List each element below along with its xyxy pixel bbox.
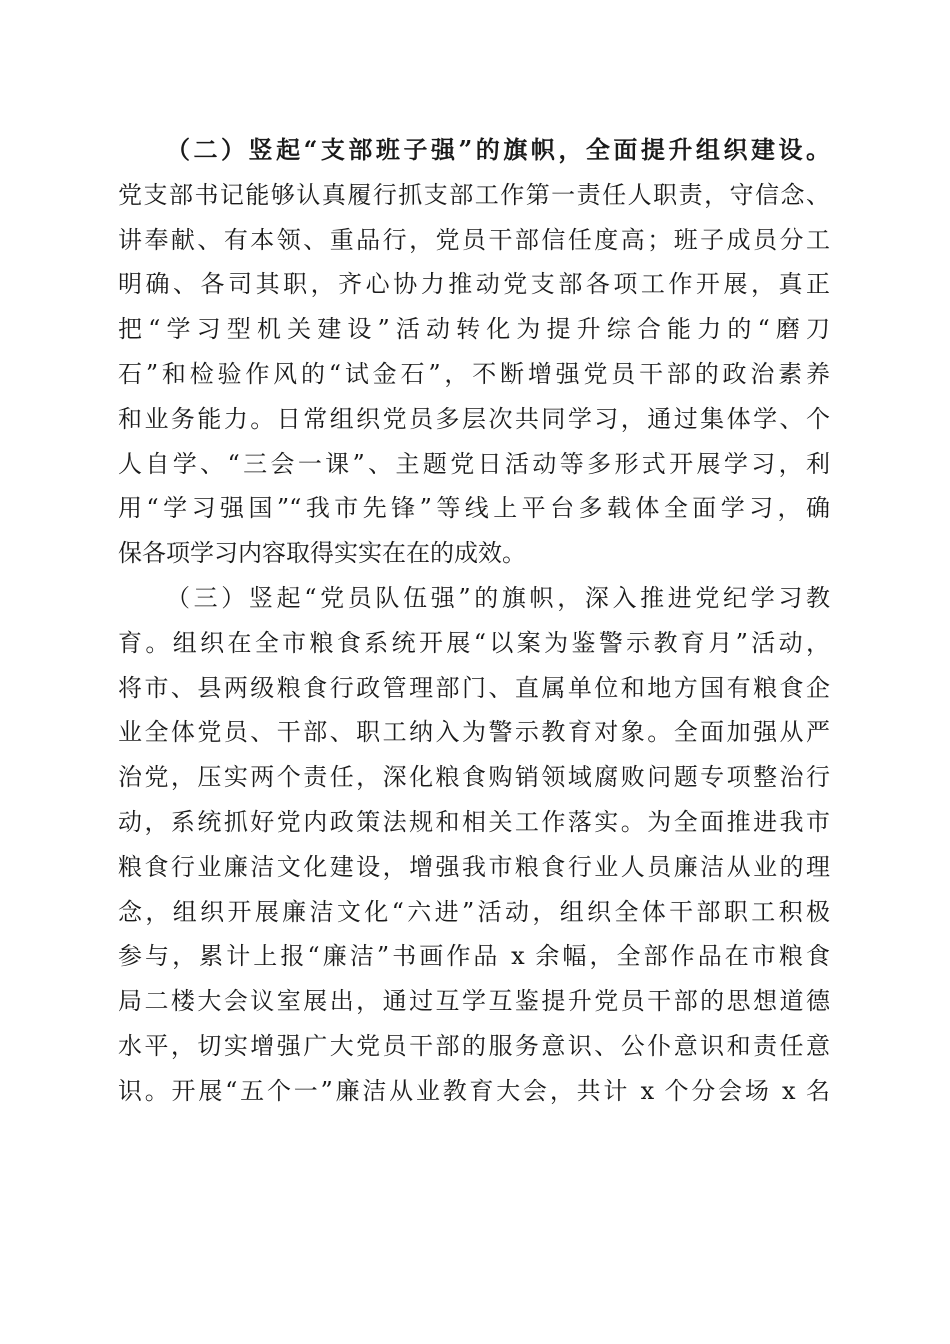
section-3-paragraph — [118, 576, 830, 1114]
section-3-line: 粮食行业廉洁文化建设，增强我市粮食行业人员廉洁从业的理 — [118, 852, 830, 881]
section-2-line: 把“学习型机关建设”活动转化为提升综合能力的“磨刀 — [118, 315, 830, 344]
section-3-line: 局二楼大会议室展出，通过互学互鉴提升党员干部的思想道德 — [118, 987, 830, 1016]
section-3-line: 水平，切实增强广大党员干部的服务意识、公仆意识和责任意 — [118, 1031, 830, 1060]
section-3-line: 参与，累计上报“廉洁”书画作品 x 余幅，全部作品在市粮食 — [118, 942, 830, 971]
section-2-heading: （二）竖起“支部班子强”的旗帜，全面提升组织建设。 — [166, 135, 830, 164]
section-3-line: 治党，压实两个责任，深化粮食购销领域腐败问题专项整治行 — [118, 763, 830, 792]
section-3-line: 念，组织开展廉洁文化“六进”活动，组织全体干部职工积极 — [118, 897, 830, 926]
section-2-line: 和业务能力。日常组织党员多层次共同学习，通过集体学、个 — [118, 404, 830, 433]
section-2-line: 人自学、“三会一课”、主题党日活动等多形式开展学习，利 — [118, 449, 830, 478]
section-3-line: 业全体党员、干部、职工纳入为警示教育对象。全面加强从严 — [118, 718, 830, 747]
section-3-line: 育。组织在全市粮食系统开展“以案为鉴警示教育月”活动， — [118, 628, 830, 657]
section-2-paragraph — [118, 128, 830, 576]
section-2-line: 用“学习强国”“我市先锋”等线上平台多载体全面学习，确 — [118, 494, 830, 523]
section-3-line: 将市、县两级粮食行政管理部门、直属单位和地方国有粮食企 — [118, 673, 830, 702]
section-2-line: 讲奉献、有本领、重品行，党员干部信任度高；班子成员分工 — [118, 225, 830, 254]
section-2-line: 党支部书记能够认真履行抓支部工作第一责任人职责，守信念、 — [118, 180, 830, 209]
section-2-line: 明确、各司其职，齐心协力推动党支部各项工作开展，真正 — [118, 270, 830, 299]
section-3-heading: （三）竖起“党员队伍强”的旗帜，深入推进党纪学习教 — [166, 584, 830, 612]
section-3-line: 动，系统抓好党内政策法规和相关工作落实。为全面推进我市 — [118, 807, 830, 836]
section-2-line: 石”和检验作风的“试金石”，不断增强党员干部的政治素养 — [118, 359, 830, 388]
section-2-line: 保各项学习内容取得实实在在的成效。 — [118, 539, 526, 568]
section-3-line: 识。开展“五个一”廉洁从业教育大会，共计 x 个分会场 x 名 — [118, 1076, 830, 1105]
